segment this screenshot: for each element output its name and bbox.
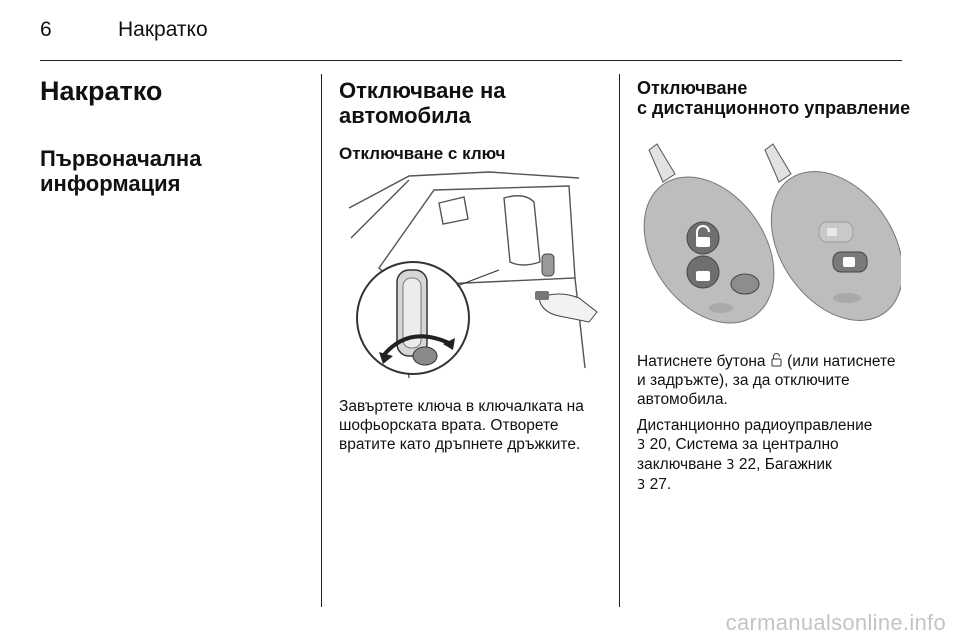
reference-arrow-icon: 3 (637, 478, 646, 493)
magnifier-pointer (457, 270, 499, 286)
lock-padlock-icon (696, 271, 710, 281)
zoomed-lock-cylinder (413, 347, 437, 365)
instruction-text-b: (или натиснете (787, 353, 896, 370)
remote-instructions (637, 352, 896, 409)
van-door-rear-line (575, 278, 585, 368)
unlock-heading (339, 78, 506, 128)
van-windshield-line (351, 180, 409, 238)
remote-heading (637, 78, 910, 118)
remote-heading-line-1: Отключване (637, 78, 748, 98)
section-title (40, 146, 201, 196)
section-title-line-1: Първоначална (40, 146, 202, 171)
xref-line-1: Дистанционно радиоуправление (637, 417, 873, 434)
unlock-icon (771, 353, 782, 367)
fob-2-unlock-padlock-icon (843, 257, 855, 267)
door-lock-illustration (339, 168, 603, 385)
mirror-outline (439, 197, 468, 224)
key-unlock-subheading: Отключване с ключ (339, 144, 506, 163)
key-in-lock (535, 291, 549, 300)
key-blade-2 (765, 144, 791, 182)
section-title-line-2: информация (40, 171, 181, 196)
instruction-line-3: автомобила. (637, 391, 728, 408)
chapter-title: Накратко (40, 76, 163, 106)
xref-link-27[interactable]: 27. (649, 476, 672, 493)
fob-2-led (833, 293, 861, 303)
seat-outline (504, 196, 540, 265)
body-line: шофьорската врата. Отворете (339, 417, 559, 434)
fob-1-led (709, 303, 733, 313)
reference-arrow-icon: 3 (726, 458, 735, 473)
xref-link-20[interactable]: 20, Система за централно (649, 436, 839, 453)
header-rule (40, 60, 902, 61)
xref-text: заключване (637, 456, 722, 473)
instruction-line-1 (637, 352, 896, 371)
key-blade-1 (649, 144, 675, 182)
key-unlock-text (339, 397, 584, 454)
unlock-padlock-body (696, 237, 710, 247)
instruction-line-2: и задръжте), за да отключите (637, 372, 850, 389)
cross-references (637, 416, 872, 495)
unlock-heading-line-1: Отключване на (339, 78, 506, 103)
body-line: вратите като дръпнете дръжките. (339, 436, 581, 453)
xref-line-3 (637, 455, 872, 475)
running-header: Накратко (118, 18, 208, 41)
door-handle (542, 254, 554, 276)
xref-line-2 (637, 435, 872, 455)
xref-line-4 (637, 475, 872, 495)
column-divider-2 (619, 74, 620, 607)
xref-link-22[interactable]: 22, Багажник (738, 456, 832, 473)
remote-heading-line-2: с дистанционното управление (637, 98, 911, 118)
trunk-button (731, 274, 759, 294)
watermark: carmanualsonline.info (725, 610, 946, 635)
remote-key-illustration (637, 126, 901, 336)
fob-2-upper-padlock-icon (827, 228, 837, 236)
reference-arrow-icon: 3 (637, 438, 646, 453)
unlock-heading-line-2: автомобила (339, 103, 471, 128)
page-number: 6 (40, 18, 52, 41)
body-line: Завъртете ключа в ключалката на (339, 398, 584, 415)
van-roof-line (349, 172, 579, 208)
column-divider-1 (321, 74, 322, 607)
instruction-text-a: Натиснете бутона (637, 353, 766, 370)
